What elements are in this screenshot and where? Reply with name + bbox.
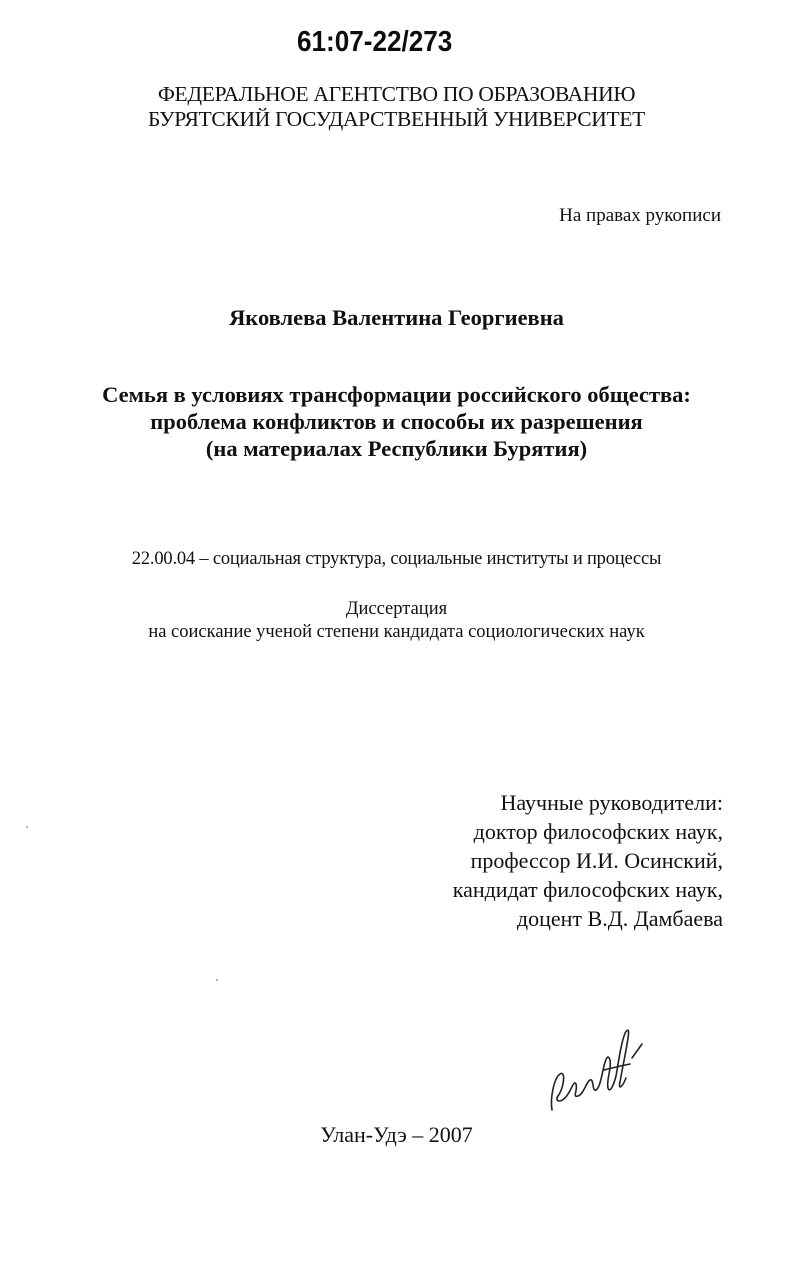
- title-line-3: (на материалах Республики Бурятия): [205, 436, 588, 461]
- university-name: БУРЯТСКИЙ ГОСУДАРСТВЕННЫЙ УНИВЕРСИТЕТ: [148, 107, 645, 131]
- agency-name: ФЕДЕРАЛЬНОЕ АГЕНТСТВО ПО ОБРАЗОВАНИЮ: [157, 82, 636, 106]
- dissertation-title: [0, 381, 793, 462]
- scan-speck: [26, 826, 28, 828]
- specialty-code: 22.00.04 – социальная структура, социальные институты и процессы: [131, 549, 662, 569]
- dissertation-type: [0, 598, 793, 644]
- dissertation-label: Диссертация: [345, 599, 448, 619]
- supervisor-line-4: доцент В.Д. Дамбаева: [516, 906, 723, 931]
- institution-header: [0, 82, 793, 132]
- manuscript-rights-note: На правах рукописи: [559, 205, 721, 226]
- archive-stamp-number: 61:07-22/273: [297, 26, 453, 58]
- supervisor-line-2: профессор И.И. Осинский,: [470, 848, 723, 873]
- signature-icon: [546, 1018, 656, 1118]
- degree-statement: на соискание ученой степени кандидата социологических наук: [148, 622, 645, 642]
- title-line-1: Семья в условиях трансформации российского общества:: [102, 382, 691, 407]
- author-name: Яковлева Валентина Георгиевна: [229, 305, 564, 330]
- city-and-year: Улан-Удэ – 2007: [320, 1122, 473, 1147]
- supervisor-line-3: кандидат философских наук,: [452, 877, 723, 902]
- scan-speck: [216, 979, 218, 981]
- title-line-2: проблема конфликтов и способы их разрешения: [150, 409, 643, 434]
- scientific-supervisors: [453, 788, 723, 933]
- supervisors-heading: Научные руководители:: [500, 790, 723, 815]
- supervisor-line-1: доктор философских наук,: [473, 819, 723, 844]
